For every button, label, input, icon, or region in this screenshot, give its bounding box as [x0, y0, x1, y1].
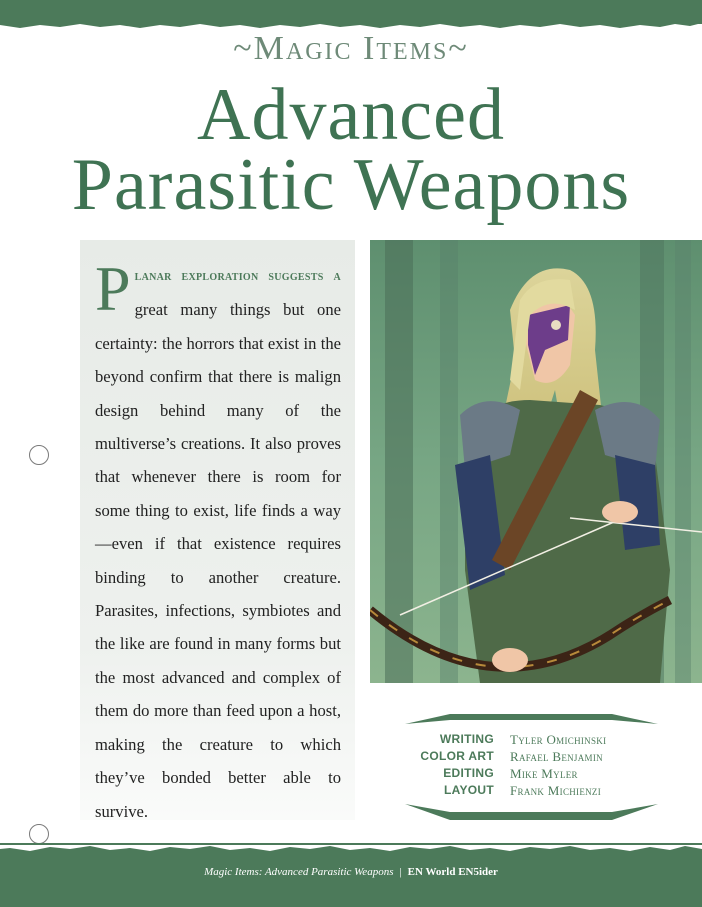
lead-in-text: lanar exploration suggests a — [134, 268, 341, 284]
credit-role: LAYOUT — [443, 783, 494, 797]
page-title-line-1: Advanced — [197, 74, 505, 156]
credit-name: Mike Myler — [510, 766, 578, 781]
binder-hole-top — [29, 445, 49, 465]
credit-name: Frank Michienzi — [510, 783, 602, 798]
credit-row-editing — [400, 766, 662, 784]
credit-name: Tyler Omichinski — [510, 732, 607, 747]
top-border-rough-edge — [0, 20, 702, 30]
footer-article-title: Magic Items: Advanced Parasitic Weapons — [204, 866, 394, 878]
footer-publication: EN World EN5ider — [407, 866, 498, 878]
page-title-line-2: Parasitic Weapons — [71, 144, 631, 226]
section-subtitle: ~Magic Items~ — [233, 30, 469, 67]
credit-role: COLOR ART — [420, 749, 494, 763]
intro-body-text: great many things but one certainty: the horrors that exist in the beyond confirm that there is malign design behind many of the multiverse’s creations. It also proves that whenever there is room for some thing to exist, life finds a way—even if that existence requires binding to another creature. Parasites, infections, symbiotes and the like are found in many forms but the most advanced and complex of them do more than feed upon a host, making the creature to which they’ve bonded better able to survive. — [95, 300, 341, 821]
credits-block — [400, 708, 662, 828]
page-footer — [0, 866, 702, 878]
bottom-border-band — [0, 852, 702, 907]
drop-cap: P — [95, 253, 131, 324]
credit-name: Rafael Benjamin — [510, 749, 603, 764]
credit-role: EDITING — [443, 766, 494, 780]
credit-row-writing — [400, 732, 662, 750]
credit-row-color-art — [400, 749, 662, 767]
credit-row-layout — [400, 783, 662, 801]
intro-paragraph — [95, 253, 341, 828]
illustration-canvas — [370, 240, 702, 683]
elf-archer-illustration — [370, 240, 702, 683]
binder-hole-bottom — [29, 824, 49, 844]
footer-separator: | — [399, 866, 402, 878]
credit-role: WRITING — [439, 732, 494, 746]
